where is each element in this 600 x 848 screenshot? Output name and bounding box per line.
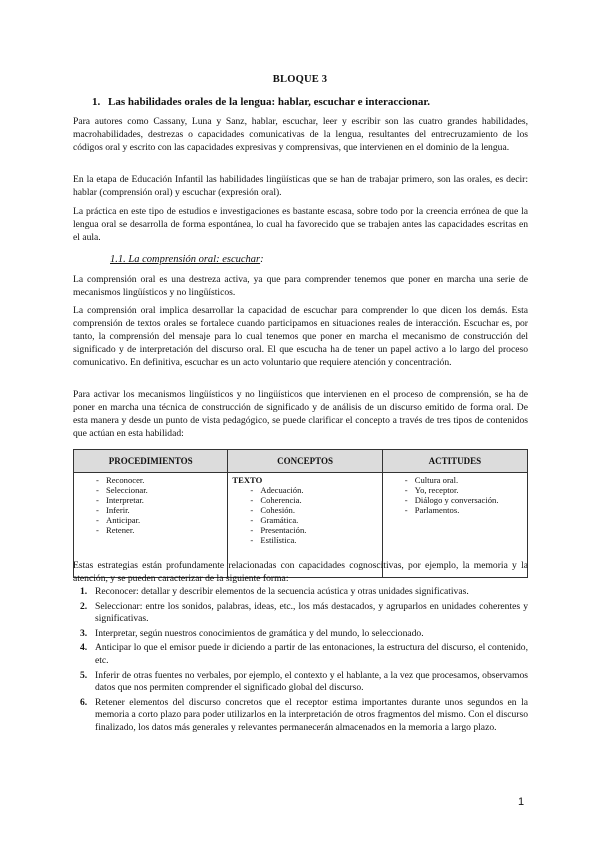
- procedimientos-list: [78, 475, 223, 535]
- body-paragraph: La comprensión oral implica desarrollar la capacidad de escuchar para comprender lo que dicen los demás. Esta comprensión de textos orales se fortalece cuando participamos en situaciones reales de interacción. Escuchar es, por tanto, la comprensión del mensaje para lo cual tenemos que poner en marcha el mecanismo de construcción del significado y de interpretación del discurso oral. El que escucha ha de tener un papel activo a lo largo del proceso comunicativo. En definitiva, escuchar es un acto voluntario que requiere atención y concentración.: [73, 305, 528, 368]
- list-item: - Interpretar.: [78, 495, 223, 505]
- list-item: - Anticipar.: [78, 515, 223, 525]
- list-text: Anticipar lo que el emisor puede ir diciendo a partir de las entonaciones, la estructura del discurso, el contenido, etc.: [95, 642, 528, 666]
- subsection-heading: [110, 254, 264, 265]
- list-item: - Gramática.: [232, 515, 377, 525]
- list-number: 1.: [80, 586, 88, 597]
- intro-paragraph: La práctica en este tipo de estudios e investigaciones es bastante escasa, sobre todo por la creencia errónea de que la lengua oral se desarrolla de forma espontánea, lo cual ha favorecido que se trabajen antes las capacidades escritas en el aula.: [73, 206, 528, 243]
- list-item: [73, 601, 528, 626]
- list-item: - Cultura oral.: [387, 475, 523, 485]
- section-heading: [92, 96, 430, 108]
- list-item: - Coherencia.: [232, 495, 377, 505]
- header-procedimientos: PROCEDIMIENTOS: [74, 450, 228, 473]
- list-item: - Retener.: [78, 525, 223, 535]
- subsection-colon: :: [260, 254, 264, 265]
- list-text: Reconocer: detallar y describir elementos de la secuencia acústica y otras unidades significativas.: [95, 586, 469, 597]
- table-header-row: [74, 450, 528, 473]
- list-item: [73, 697, 528, 735]
- list-text: Interpretar, según nuestros conocimientos de gramática y del mundo, lo seleccionado.: [95, 627, 424, 639]
- header-conceptos: CONCEPTOS: [228, 450, 382, 473]
- list-text: Retener elementos del discurso concretos que el receptor estima importantes durante unos segundos en la memoria a corto plazo para poder utilizarlos en la interpretación de otros fragmentos del mismo. Con el discurso finalizado, los datos más generales y relevantes permanecerán almacenados en la memoria a largo plazo.: [95, 696, 528, 733]
- list-text: Seleccionar: entre los sonidos, palabras, ideas, etc., los más destacados, y agruparlos en unidades coherentes y significativas.: [95, 600, 528, 625]
- header-actitudes: ACTITUDES: [382, 450, 527, 473]
- list-item: - Cohesión.: [232, 505, 377, 515]
- list-number: 5.: [80, 669, 88, 681]
- strategies-list: [73, 586, 528, 737]
- intro-paragraph: Para autores como Cassany, Luna y Sanz, hablar, escuchar, leer y escribir son las cuatro grandes habilidades, macrohabilidades, destrezas o capacidades comunicativas de la lengua, resultantes del entrecruzamiento de los códigos oral y escrito con las capacidades expresivas y comprensivas, que intervienen en el dominio de la lengua.: [73, 116, 528, 153]
- list-item: - Seleccionar.: [78, 485, 223, 495]
- list-item: - Reconocer.: [78, 475, 223, 485]
- list-item: [73, 586, 528, 599]
- list-item: - Yo, receptor.: [387, 485, 523, 495]
- block-title: BLOQUE 3: [272, 74, 328, 85]
- list-text: Inferir de otras fuentes no verbales, por ejemplo, el contexto y el hablante, a la vez que procesamos, observamos datos que nos permiten comprender el significado global del discurso.: [95, 669, 528, 694]
- contents-table: [73, 449, 528, 578]
- list-item: [73, 670, 528, 695]
- actitudes-list: [387, 475, 523, 515]
- list-item: - Diálogo y conversación.: [387, 495, 523, 505]
- list-item: - Parlamentos.: [387, 505, 523, 515]
- conceptos-head: TEXTO: [232, 475, 263, 485]
- list-item: [73, 642, 528, 667]
- body-paragraph: La comprensión oral es una destreza activa, ya que para comprender tenemos que poner en marcha una serie de mecanismos lingüísticos y no lingüísticos.: [73, 274, 528, 298]
- list-item: [73, 628, 528, 641]
- list-item: - Presentación.: [232, 525, 377, 535]
- list-item: - Estilística.: [232, 535, 377, 545]
- body-paragraph: Estas estrategias están profundamente relacionadas con capacidades cognoscitivas, por ejemplo, la memoria y la atención, y se pueden caracterizar de la siguiente forma:: [73, 560, 528, 584]
- list-number: 6.: [80, 696, 88, 708]
- conceptos-list: [232, 485, 377, 545]
- list-number: 4.: [80, 642, 88, 654]
- intro-paragraph: En la etapa de Educación Infantil las habilidades lingüísticas que se han de trabajar primero, son las orales, es decir: hablar (comprensión oral) y escuchar (expresión oral).: [73, 174, 528, 198]
- list-item: - Inferir.: [78, 505, 223, 515]
- subsection-heading-text: 1.1. La comprensión oral: escuchar: [110, 254, 261, 265]
- list-number: 2.: [80, 600, 88, 612]
- page-number: 1: [518, 796, 525, 808]
- section-number: 1.: [92, 96, 101, 108]
- list-item: - Adecuación.: [232, 485, 377, 495]
- section-heading-text: Las habilidades orales de la lengua: hablar, escuchar e interaccionar.: [108, 96, 430, 108]
- list-number: 3.: [80, 627, 88, 639]
- body-paragraph: Para activar los mecanismos lingüísticos y no lingüísticos que intervienen en el proceso de comprensión, se ha de poner en marcha una técnica de construcción de significado y de análisis de un discurso emitido de forma oral. De esta manera y desde un punto de vista pedagógico, se puede clarificar el concepto a través de tres tipos de contenidos que actúan en esta habilidad:: [73, 389, 528, 439]
